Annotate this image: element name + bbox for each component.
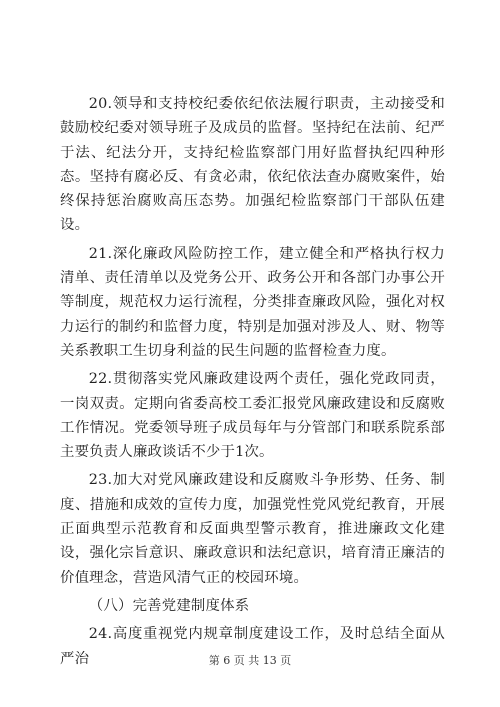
paragraph-24: 24.高度重视党内规章制度建设工作，及时总结全面从严治	[60, 626, 445, 667]
section-heading: （八）完善党建制度体系	[88, 597, 250, 614]
paragraph-23: 23.加大对党风廉政建设和反腐败斗争形势、任务、制度、措施和成效的宣传力度，加强党性党风党纪教育，开展正面典型示范教育和反面典型警示教育，推进廉政文化建设，强化宗旨意识、廉政意识和法纪意识，培育清正廉洁的价值理念，营造风清气正的校园环境。	[60, 472, 445, 586]
paragraph-21: 21.深化廉政风险防控工作，建立健全和严格执行权力清单、责任清单以及党务公开、政务公开和各部门办事公开等制度，规范权力运行流程，分类排查廉政风险，强化对权力运行的制约和监督力度，特别是加强对涉及人、财、物等关系教职工生切身利益的民生问题的监督检查力度。	[60, 245, 445, 359]
paragraph-22: 22.贯彻落实党风廉政建设两个责任，强化党政同责，一岗双责。定期向省委高校工委汇报党风廉政建设和反腐败工作情况。党委领导班子成员每年与分管部门和联系院系部主要负责人廉政谈话不少于1次。	[60, 371, 445, 461]
page-number-footer: 第 6 页 共 13 页	[208, 654, 292, 667]
document-body	[60, 92, 445, 671]
paragraph-20: 20.领导和支持校纪委依纪依法履行职责，主动接受和鼓励校纪委对领导班子及成员的监督。坚持纪在法前、纪严于法、纪法分开，支持纪检监察部门用好监督执纪四种形态。坚持有腐必反、有贪必肃，依纪依法查办腐败案件，始终保持惩治腐败高压态势。加强纪检监察部门干部队伍建设。	[60, 96, 445, 234]
